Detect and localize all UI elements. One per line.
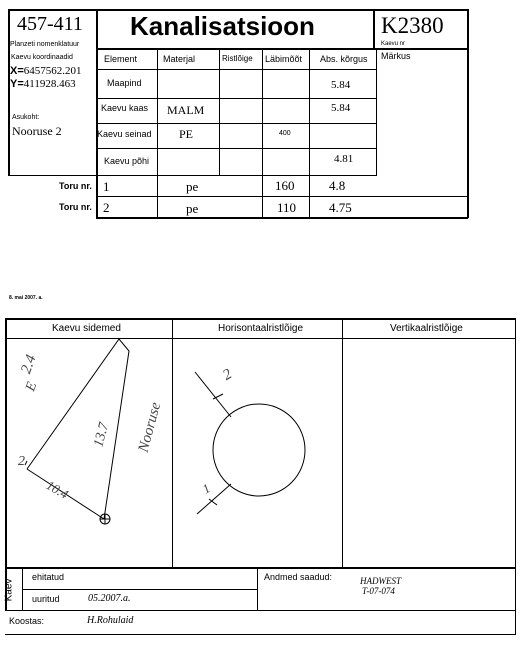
coord-x-value: 6457562.201 (23, 65, 82, 77)
pipe-diameter: 110 (277, 200, 297, 215)
pipe-label: Toru nr. (59, 181, 92, 191)
row-element: Kaevu seinad (97, 129, 152, 139)
footer-side-label: Kaev (3, 578, 15, 602)
section-ties-title: Kaevu sidemed (52, 323, 121, 334)
pipe-diameter: 160 (275, 178, 295, 193)
coords-label: Kaevu koordinaadid (11, 54, 73, 61)
coord-y-prefix: Y= (10, 78, 24, 90)
col-cross: Ristlõige (222, 54, 253, 63)
coord-x (10, 66, 82, 77)
row-element: Maapind (107, 78, 142, 88)
tie-label-top: 2.4 (18, 352, 40, 376)
row-abs: 5.84 (331, 79, 351, 91)
row-material: MALM (167, 103, 205, 117)
pipe-material: pe (186, 201, 199, 216)
row-element: Kaevu põhi (104, 156, 150, 166)
data-from-value-2: T-07-074 (362, 586, 395, 596)
nomenclature-label: Planzeti nomenklatuur (10, 41, 80, 48)
page-title: Kanalisatsioon (130, 11, 315, 41)
pipe-label: Toru nr. (59, 202, 92, 212)
well-number-value: K2380 (381, 13, 444, 38)
well-number-label: Kaevu nr (381, 41, 406, 47)
pipe-abs: 4.8 (329, 178, 346, 193)
pipe-mark-top: 2 (220, 366, 235, 384)
location-label: Asukoht: (12, 114, 40, 121)
pipe-material: pe (186, 179, 199, 194)
coord-x-prefix: X= (10, 65, 24, 77)
data-from-value-1: HADWEST (360, 576, 401, 586)
tie-label-street: Nooruse (135, 400, 165, 454)
coord-y-value: 411928.463 (23, 78, 76, 90)
col-abs: Abs. kõrgus (320, 54, 368, 64)
coord-y (10, 79, 76, 90)
tie-label-e: E (23, 380, 41, 394)
tie-label-diag: 13.7 (91, 421, 113, 449)
tie-label-left: 2 (18, 454, 25, 469)
built-label: ehitatud (32, 572, 65, 582)
surveyed-value: 05.2007.a. (88, 593, 131, 604)
row-diameter: 400 (279, 130, 291, 137)
surveyed-label: uuritud (32, 594, 60, 604)
pipe-nr: 1 (103, 179, 110, 194)
col-material: Materjal (163, 54, 196, 64)
row-abs: 5.84 (331, 102, 351, 114)
pipe-abs: 4.75 (329, 200, 352, 215)
data-from-label: Andmed saadud: (264, 572, 333, 582)
row-material: PE (179, 127, 194, 141)
section-vertical-title: Vertikaalristlõige (390, 323, 463, 334)
compiled-label: Koostas: (9, 616, 45, 626)
col-remark: Märkus (381, 51, 411, 61)
row-element: Kaevu kaas (101, 103, 149, 113)
nomenclature-value: 457-411 (17, 13, 83, 35)
pipe-mark-bottom: 1 (199, 480, 213, 497)
col-element: Element (104, 54, 138, 64)
location-value: Nooruse 2 (12, 124, 62, 138)
col-diameter: Läbimõõt (265, 54, 303, 64)
tie-label-bottom: 10.4 (43, 477, 71, 502)
date-note: 8. mai 2007. a. (9, 295, 43, 301)
compiled-value: H.Rohulaid (87, 615, 134, 626)
row-abs: 4.81 (334, 153, 354, 165)
pipe-nr: 2 (103, 200, 110, 215)
horizontal-sketch (173, 339, 342, 567)
section-horizontal-title: Horisontaalristlõige (218, 323, 304, 334)
